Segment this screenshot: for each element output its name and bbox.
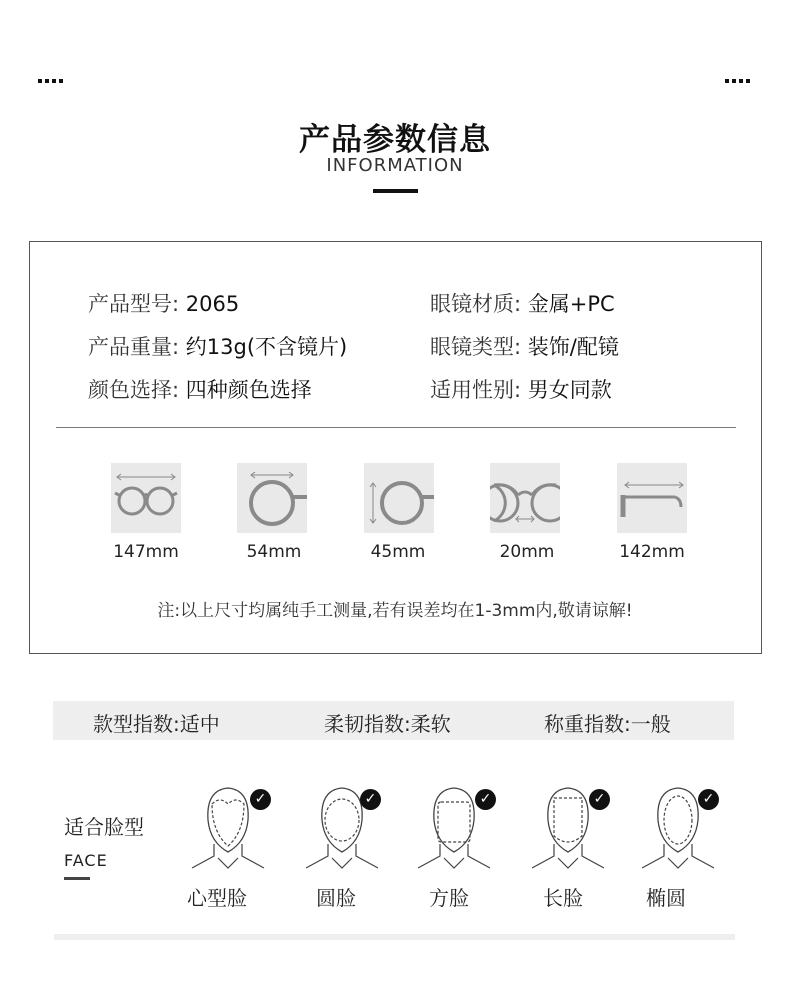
spec-weight-value: 约13g(不含镜片) — [185, 335, 348, 359]
long-face-label: 长脸 — [543, 886, 583, 910]
page-subtitle: INFORMATION — [326, 155, 464, 176]
check-icon: ✓ — [589, 789, 610, 810]
weight-index: 称重指数:一般 — [544, 712, 671, 736]
bridge-width-value: 20mm — [499, 542, 555, 562]
lens-width-icon — [237, 463, 307, 533]
face-section-title: 适合脸型 — [64, 815, 144, 839]
check-icon: ✓ — [360, 789, 381, 810]
spec-weight-label: 产品重量: — [88, 335, 180, 359]
bridge-width-icon — [490, 463, 560, 533]
frame-width-icon — [111, 463, 181, 533]
face-section-subtitle: FACE — [64, 851, 108, 870]
spec-model-label: 产品型号: — [88, 292, 180, 316]
lens-width-value: 54mm — [246, 542, 302, 562]
spec-gender-value: 男女同款 — [527, 378, 612, 402]
temple-length-icon — [617, 463, 687, 533]
lens-height-icon — [364, 463, 434, 533]
spec-gender-label: 适用性别: — [430, 378, 522, 402]
spec-model — [88, 288, 239, 318]
lens-height-value: 45mm — [370, 542, 426, 562]
spec-model-value: 2065 — [185, 292, 240, 316]
check-icon: ✓ — [250, 789, 271, 810]
spec-type-label: 眼镜类型: — [430, 335, 522, 359]
left-dots-decoration — [38, 72, 66, 83]
temple-length-value: 142mm — [619, 542, 685, 562]
spec-material-value: 金属+PC — [527, 292, 615, 316]
spec-gender — [430, 374, 612, 404]
right-dots-decoration — [725, 72, 753, 83]
title-underline — [373, 189, 418, 193]
heart-face-label: 心型脸 — [187, 886, 247, 910]
check-icon: ✓ — [475, 789, 496, 810]
spec-weight — [88, 331, 347, 361]
round-face-label: 圆脸 — [316, 886, 356, 910]
oval-face-label: 椭圆 — [646, 886, 686, 910]
spec-material-label: 眼镜材质: — [430, 292, 522, 316]
frame-width-value: 147mm — [113, 542, 179, 562]
face-underline — [64, 877, 90, 880]
flex-index: 柔韧指数:柔软 — [324, 712, 451, 736]
page-title: 产品参数信息 — [299, 122, 491, 158]
measurement-note: 注:以上尺寸均属纯手工测量,若有误差均在1-3mm内,敬请谅解! — [157, 601, 633, 621]
spec-color — [88, 374, 312, 404]
spec-color-label: 颜色选择: — [88, 378, 180, 402]
spec-material — [430, 288, 615, 318]
spec-color-value: 四种颜色选择 — [185, 378, 312, 402]
spec-divider — [56, 427, 736, 428]
check-icon: ✓ — [698, 789, 719, 810]
style-index: 款型指数:适中 — [93, 712, 220, 736]
spec-type-value: 装饰/配镜 — [527, 335, 619, 359]
bottom-divider — [54, 934, 735, 940]
spec-type — [430, 331, 619, 361]
square-face-label: 方脸 — [429, 886, 469, 910]
